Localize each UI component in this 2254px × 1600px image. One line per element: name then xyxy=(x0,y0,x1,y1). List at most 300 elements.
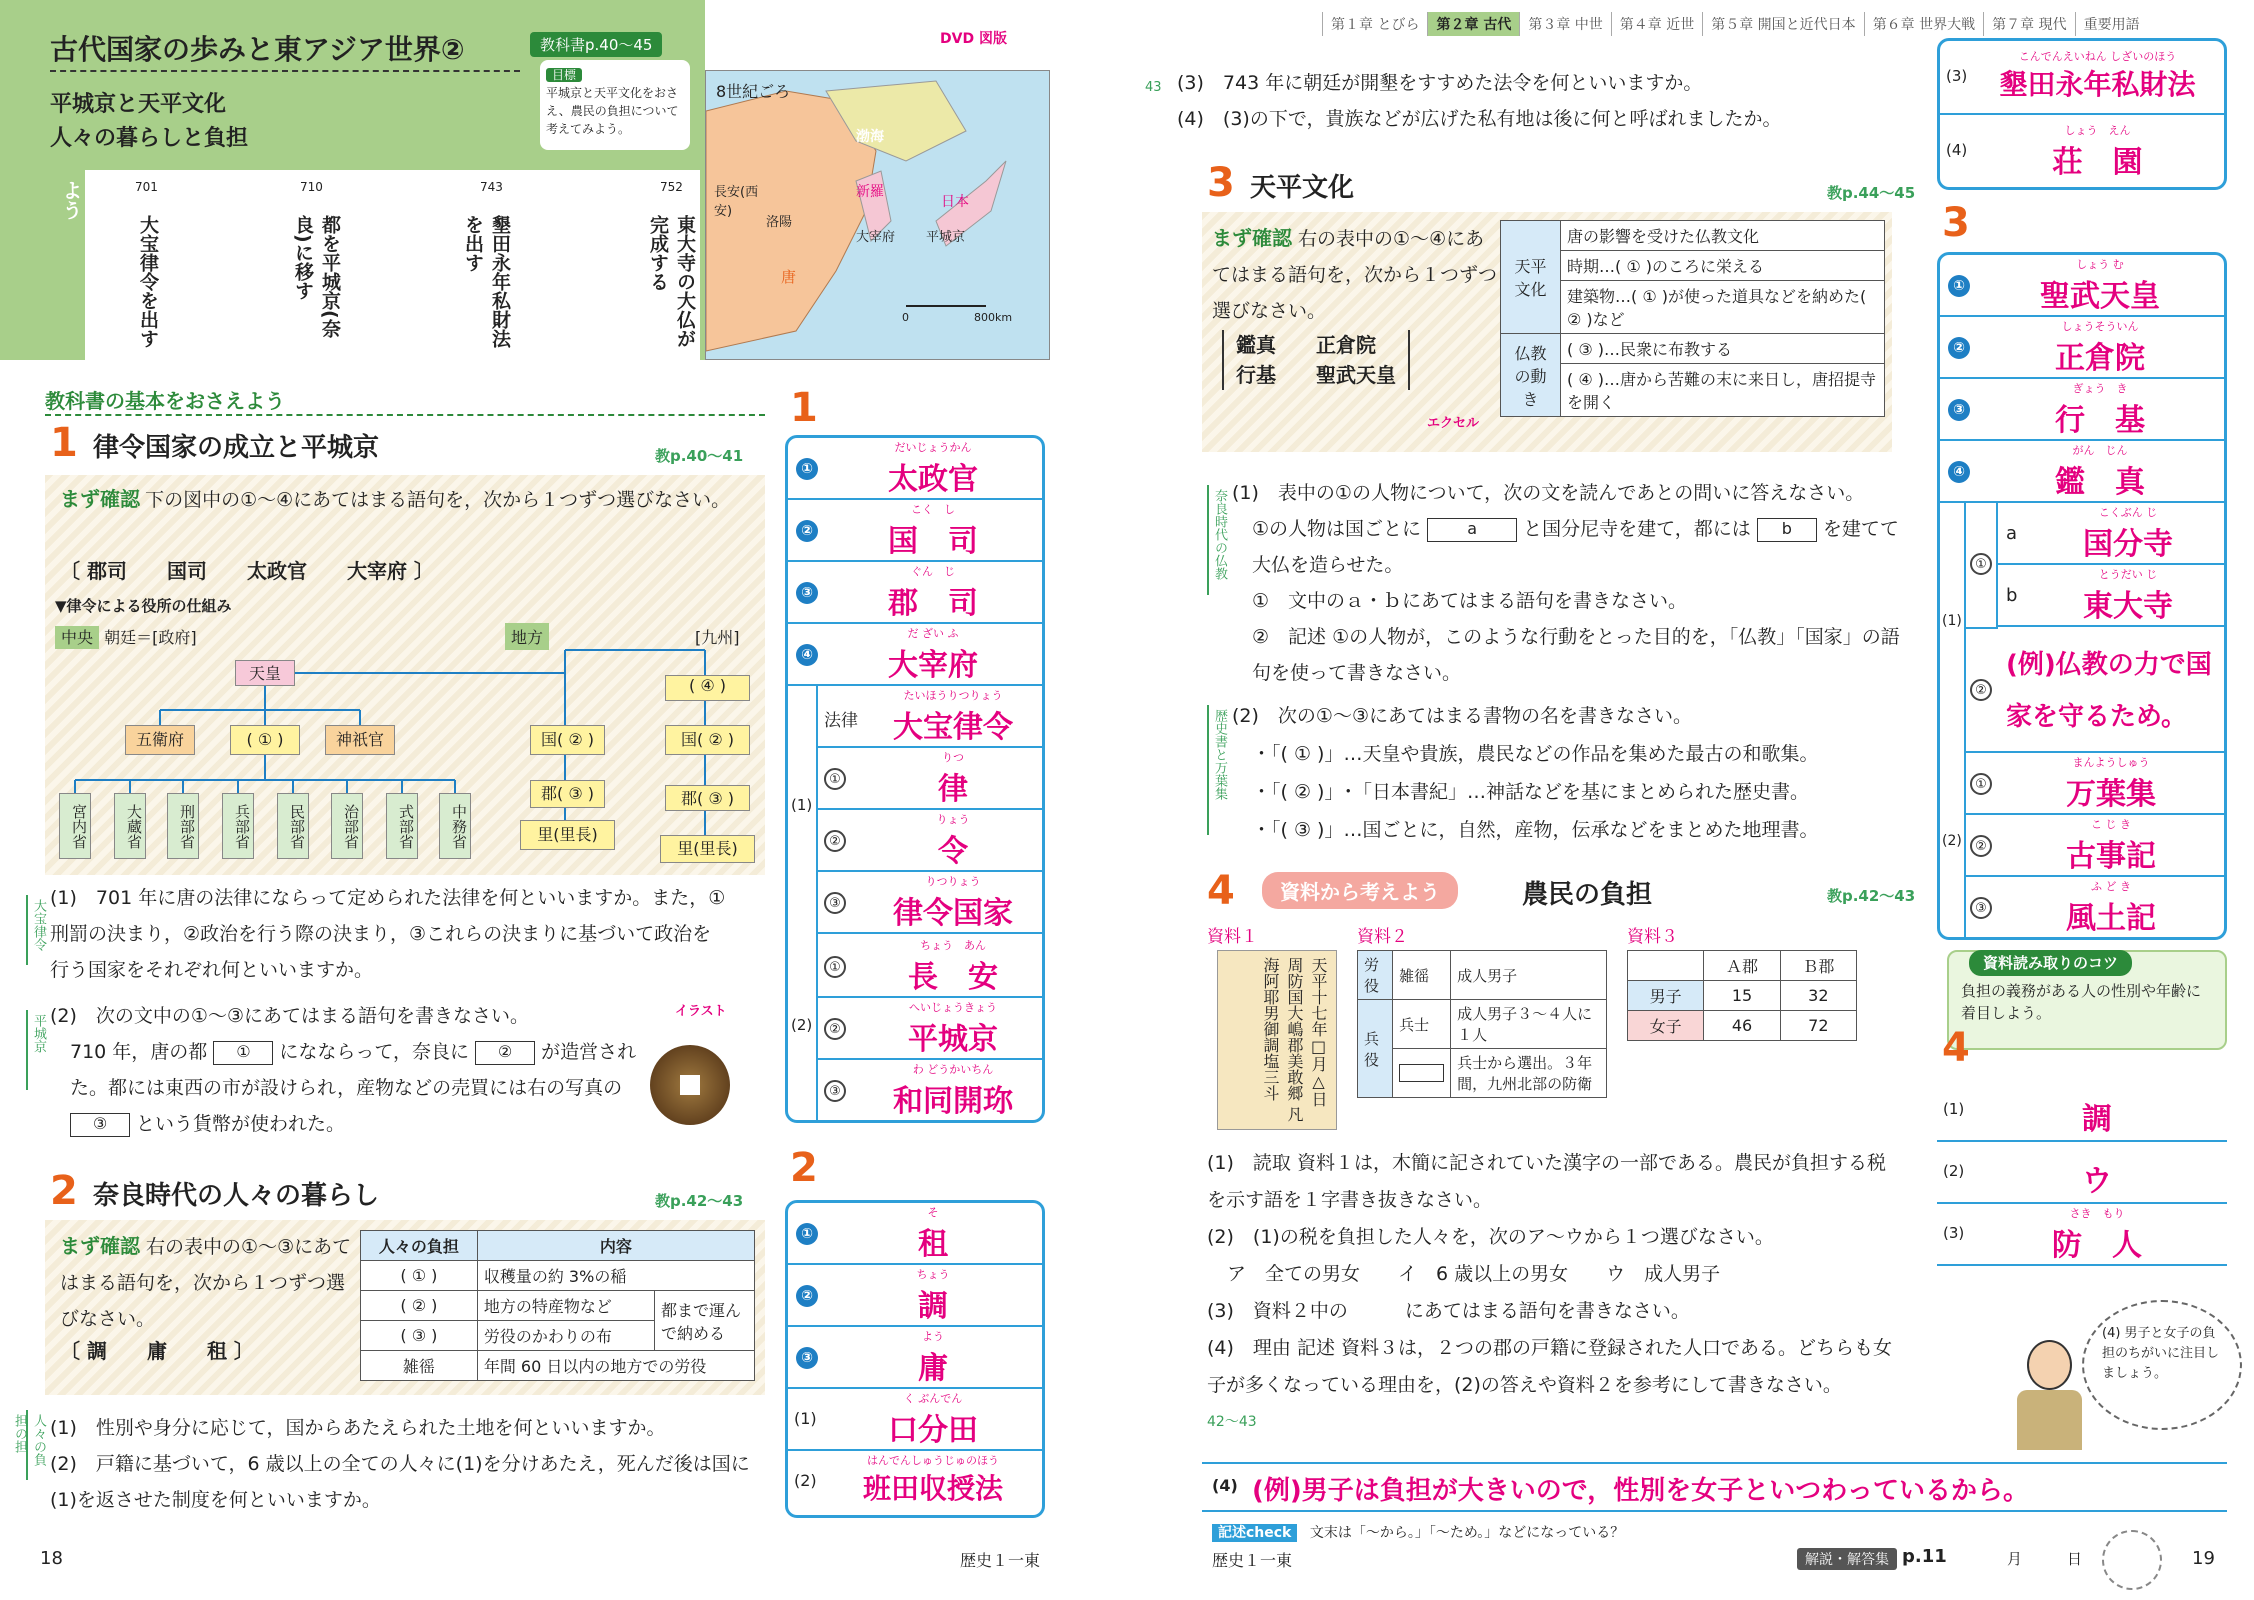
sec3-title: 天平文化 xyxy=(1249,173,1354,203)
sec4-q1: (1) 読取 資料１は，木簡に記されていた漢字の一部である。農民が負担する税を示す語を１字書き抜きなさい。 xyxy=(1207,1152,1886,1211)
ans1-label9: ① xyxy=(824,956,846,978)
ans3-row5[interactable] xyxy=(1998,503,2224,565)
sec4-q4-ref: 42～43 xyxy=(1207,1414,1257,1430)
sec3-mazu: まず確認 xyxy=(1212,226,1292,250)
right-page xyxy=(1127,0,2254,1600)
top-side-page: 43 xyxy=(1145,80,1162,95)
tab-ch1[interactable]: 第１章 とびら xyxy=(1322,12,1427,36)
s2-r1a: 労役 xyxy=(1358,951,1393,1000)
box-blank1: ( ① ) xyxy=(230,725,300,755)
sec3-q1-s1: ① 文中のａ・ｂにあてはまる語句を書きなさい。 xyxy=(1252,590,1688,612)
chuo: 中央 xyxy=(55,626,99,649)
ans1-group2 xyxy=(788,936,818,1122)
box-tenno: 天皇 xyxy=(235,660,295,686)
q2-body1: 710 年，唐の都 xyxy=(70,1041,208,1063)
ans1-text6: 律 xyxy=(938,772,968,807)
ans1-ruby3: ぐん じ xyxy=(911,565,955,578)
map-title: 8世紀ごろ xyxy=(716,82,791,101)
illust-label: イラスト xyxy=(675,1004,727,1019)
anst-text2: 荘 園 xyxy=(2052,145,2143,180)
sec4-ref: 教p.42～43 xyxy=(1827,887,1916,905)
map-bohai: 渤海 xyxy=(856,129,884,145)
map-japan: 日本 xyxy=(941,194,969,210)
sec4-num: 4 xyxy=(1207,868,1235,914)
ministry-nakatsukasa: 中務省 xyxy=(439,793,471,859)
ministry-hyobu: 兵部省 xyxy=(222,793,254,859)
ans1-label10: ② xyxy=(824,1018,846,1040)
sec4-questions xyxy=(1207,1145,1897,1441)
ans3-group1a xyxy=(1966,503,1998,629)
sec2-instruction: 右の表中の①～③にあてはまる語句を，次から１つずつ選びなさい。 xyxy=(60,1236,352,1330)
ans3-text3: 行 基 xyxy=(2055,403,2145,438)
sec3-q1-block xyxy=(1232,475,1902,691)
goal-text: 平城京と天平文化をおさえ、農民の負担について考えてみよう。 xyxy=(546,86,679,136)
anst-text1: 墾田永年私財法 xyxy=(1999,68,2196,101)
ans3-label5: a xyxy=(2006,523,2018,544)
td-tenpyo: 天平文化 xyxy=(1501,221,1561,334)
tl-event-701: 大宝律令を出す xyxy=(137,215,159,348)
ans1-label2: ② xyxy=(796,520,818,542)
sec3-header xyxy=(1207,160,1354,206)
box-jingikan: 神祇官 xyxy=(325,725,395,755)
q2-body4: という貨幣が使われた。 xyxy=(136,1113,346,1135)
ans3-ruby2: しょうそういん xyxy=(2061,320,2139,333)
shiryo2-label: 資料２ xyxy=(1357,927,1408,947)
anst-ruby1: こんでんえいねん しざいのほう xyxy=(2018,50,2177,63)
ans4-text1: 調 xyxy=(2082,1102,2112,1137)
hint-bubble: (4) 男子と女子の負担のちがいに注目しましょう。 xyxy=(2082,1300,2242,1430)
ans1-text2: 国 司 xyxy=(888,524,978,559)
ans2-row5[interactable] xyxy=(788,1451,1042,1513)
ans1-row6[interactable] xyxy=(818,748,1042,810)
sec3-table xyxy=(1500,220,1885,417)
box-gun: 郡( ③ ) xyxy=(530,780,605,808)
map-scale: 800km xyxy=(974,311,1013,324)
ans1-text4: 大宰府 xyxy=(888,648,978,683)
ans2-text3: 庸 xyxy=(918,1351,948,1386)
box-kuni-kyushu: 国( ② ) xyxy=(665,725,750,755)
ans2-ruby1: そ xyxy=(927,1206,939,1219)
tab-ch7[interactable]: 第７章 現代 xyxy=(1983,12,2074,36)
s2-r1c: 成人男子 xyxy=(1451,951,1607,1000)
box-gun-kyushu: 郡( ③ ) xyxy=(665,785,750,811)
sec3-box xyxy=(1202,212,1892,452)
ans4-label2: (2) xyxy=(1943,1162,1965,1180)
sec3-instruction-wrap xyxy=(1212,220,1502,329)
sec3-q1-body3: を建てて大仏を造らせた。 xyxy=(1252,518,1899,576)
ans3-group1 xyxy=(1940,503,1966,753)
td-r4b: 年間 60 日以内の地方での労役 xyxy=(477,1351,754,1381)
ans1-text9: 長 安 xyxy=(908,960,998,995)
sec1-num: 1 xyxy=(50,420,78,466)
ministry-gyobu: 刑部省 xyxy=(167,793,199,859)
tl-year-710: 710 xyxy=(300,180,323,194)
q2-blank3: ③ xyxy=(70,1113,130,1137)
sec3-excel: エクセル xyxy=(1427,416,1480,431)
tip-text: 負担の義務がある人の性別や年齢に着目しよう。 xyxy=(1961,982,2202,1022)
ans1-text8: 律令国家 xyxy=(893,896,1013,931)
ans2-row1[interactable] xyxy=(788,1203,1042,1265)
kyushu-label: [九州] xyxy=(695,628,740,647)
ans1-group1-label: (1) xyxy=(791,796,813,814)
sec3-q1: (1) 表中の①の人物について，次の文を読んであとの問いに答えなさい。 xyxy=(1232,482,1865,504)
sec3-choices xyxy=(1222,330,1410,390)
ans3-label2: ② xyxy=(1948,337,1970,359)
box-sato-kyushu: 里(里長) xyxy=(660,835,755,863)
ans1-ruby1: だいじょうかん xyxy=(894,441,972,454)
sec2-side-tag: 人々の負担の担 xyxy=(26,1410,50,1480)
timeline-label: 年表と地図で確認しよう xyxy=(59,180,112,360)
ministry-kunai: 宮内省 xyxy=(59,793,91,859)
sec2-choices: 〔 調 庸 租 〕 xyxy=(60,1339,254,1363)
ans3-row7[interactable] xyxy=(1966,629,2224,753)
ans3-row2[interactable] xyxy=(1940,317,2224,379)
sec2-table xyxy=(360,1230,755,1381)
ans3-row1[interactable] xyxy=(1940,255,2224,317)
s3-male-a: 15 xyxy=(1704,981,1780,1011)
ans3-row8[interactable] xyxy=(1966,753,2224,815)
ans1-label8: ③ xyxy=(824,892,846,914)
s3-male-b: 32 xyxy=(1780,981,1856,1011)
sec3-q2-3: ・「( ③ )」…国ごとに，自然，産物，伝承などをまとめた地理書。 xyxy=(1252,819,1819,841)
box-sato: 里(里長) xyxy=(520,820,615,850)
tab-ch2[interactable]: 第２章 古代 xyxy=(1427,12,1519,36)
s3-corner xyxy=(1628,951,1704,981)
sec3-side-tag1: 奈良時代の仏教 xyxy=(1207,485,1231,595)
ans4-row3[interactable] xyxy=(1937,1204,2227,1266)
ans3-row10[interactable] xyxy=(1966,877,2224,939)
ans1-text1: 太政官 xyxy=(888,462,978,497)
dvd-label: DVD 図版 xyxy=(940,31,1007,47)
td-tenpyo-b: 時期…( ① )のころに栄える xyxy=(1561,251,1885,281)
tab-ch6[interactable]: 第６章 世界大戦 xyxy=(1864,12,1983,36)
ans1-ruby2: こく し xyxy=(911,503,955,516)
ans3-text9: 古事記 xyxy=(2066,839,2156,874)
td-r2a: ( ② ) xyxy=(361,1291,478,1321)
box-blank4: ( ④ ) xyxy=(665,675,750,701)
ans3-label4: ④ xyxy=(1948,461,1970,483)
sec2-instruction-wrap xyxy=(60,1228,360,1337)
ans3-group2-label: (2) xyxy=(1942,833,1962,849)
final-answer-text: (例)男子は負担が大きいので，性別を女子といつわっているから。 xyxy=(1252,1476,2029,1506)
check-line xyxy=(1212,1522,1624,1542)
ans2-row3[interactable] xyxy=(788,1327,1042,1389)
sec3-ref: 教p.44～45 xyxy=(1827,184,1916,202)
map-tang: 唐 xyxy=(781,268,797,286)
ans3-text1: 聖武天皇 xyxy=(2040,279,2160,314)
sec4-q2: (2) (1)の税を負担した人々を，次のア～ウから１つ選びなさい。 xyxy=(1207,1226,1774,1248)
ans2-text4: 口分田 xyxy=(888,1413,978,1448)
ans1-row8[interactable] xyxy=(818,872,1042,934)
ministry-jibu: 治部省 xyxy=(331,793,363,859)
sec3-choices-b: 行基 聖武天皇 xyxy=(1236,363,1396,387)
ans1-row1[interactable] xyxy=(788,438,1042,500)
tab-glossary[interactable]: 重要用語 xyxy=(2075,12,2148,36)
left-page-number: 18 xyxy=(40,1548,63,1569)
basics-title: 教科書の基本をおさえよう xyxy=(45,385,765,416)
score-circle xyxy=(2102,1530,2162,1590)
ans1-row3[interactable] xyxy=(788,562,1042,624)
ans3-label9: ② xyxy=(1970,835,1992,857)
answers-top-box xyxy=(1937,38,2227,190)
ans1-row11[interactable] xyxy=(818,1060,1042,1122)
sec3-num: 3 xyxy=(1207,160,1235,206)
ans3-ruby5: こくぶん じ xyxy=(2098,506,2158,519)
anst-ruby2: しょう えん xyxy=(2064,124,2131,137)
answers2-box xyxy=(785,1200,1045,1518)
ans1-row10[interactable] xyxy=(818,998,1042,1060)
date-month: 月 xyxy=(2007,1550,2023,1568)
subtitle-2: 人々の暮らしと負担 xyxy=(50,126,249,151)
sec4-q3: (3) 資料２中の にあてはまる語句を書きなさい。 xyxy=(1207,1300,1690,1322)
ans1-head: 1 xyxy=(790,385,818,431)
sec4-q2-options: ア 全ての男女 イ 6 歳以上の男女 ウ 成人男子 xyxy=(1227,1263,1721,1285)
ans3-ruby3: ぎょう き xyxy=(2072,382,2128,395)
sec1-figure xyxy=(45,475,765,875)
ans3-row3[interactable] xyxy=(1940,379,2224,441)
sec2-title: 奈良時代の人々の暮らし xyxy=(92,1181,379,1211)
ans3-head: 3 xyxy=(1942,200,1970,246)
ans3-label1: ① xyxy=(1948,275,1970,297)
sec1-q1: (1) 701 年に唐の法律にならって定められた法律を何といいますか。また，①刑罰の決まり，②政治を行う際の決まり，③これらの決まりに基づいて政治を行う国家をそれぞれ何といいますか。 xyxy=(50,887,726,981)
goal-label: 目標 xyxy=(546,68,582,82)
ans1-row9[interactable] xyxy=(818,936,1042,998)
ans3-ruby8: まんようしゅう xyxy=(2072,756,2150,769)
tl-year-752: 752 xyxy=(660,180,683,194)
s2-r2c: 成人男子３～４人に１人 xyxy=(1451,1000,1607,1049)
tip-title: 資料読み取りのコツ xyxy=(1969,950,2132,976)
ans3-label8: ① xyxy=(1970,773,1992,795)
td-bukkyo: 仏教の動き xyxy=(1501,334,1561,417)
sec2-header xyxy=(50,1168,379,1214)
ans1-text7: 令 xyxy=(938,834,968,869)
kaisetsu-label: 解説・解答集 xyxy=(1797,1548,1897,1570)
ans3-row6[interactable] xyxy=(1998,565,2224,627)
s2-r3c: 兵士から選出。３年間，九州北部の防衛 xyxy=(1451,1049,1607,1098)
title-divider xyxy=(50,70,520,72)
subtitle-1: 平城京と天平文化 xyxy=(50,92,227,117)
ans3-ruby4: がん じん xyxy=(2072,444,2128,457)
sec3-q2-1: ・「( ① )」…天皇や貴族，農民などの作品を集めた最古の和歌集。 xyxy=(1252,743,1819,765)
answers4-list xyxy=(1937,1080,2227,1266)
sec1-mazu: まず確認 xyxy=(60,487,140,511)
s2-blank-cell xyxy=(1393,1049,1451,1098)
tl-event-743: 墾田永年私財法を出す xyxy=(462,215,511,348)
date-day: 日 xyxy=(2067,1550,2083,1568)
shiryo3-table xyxy=(1627,950,1857,1041)
tab-ch4[interactable]: 第４章 近世 xyxy=(1611,12,1702,36)
sec1-chart-title: ▼律令による役所の仕組み xyxy=(55,597,232,615)
td-r1b: 収穫量の約 3%の稲 xyxy=(477,1261,754,1291)
sec2-num: 2 xyxy=(50,1168,78,1214)
ans2-label5: (2) xyxy=(794,1471,817,1490)
td-r2b: 地方の特産物など xyxy=(477,1291,654,1321)
teacher-illustration xyxy=(2007,1340,2087,1450)
ans3-text4: 鑑 真 xyxy=(2055,465,2145,500)
check-label: 記述check xyxy=(1212,1524,1297,1542)
ans1-ruby11: わ どうかいちん xyxy=(912,1063,994,1076)
sec3-q2: (2) 次の①～③にあてはまる書物の名を書きなさい。 xyxy=(1232,705,1692,727)
sec3-q1-s2: ② 記述 ①の人物が，このような行動をとった目的を，「仏教」「国家」の語句を使って書きなさい。 xyxy=(1252,626,1900,684)
shiryo2-table xyxy=(1357,950,1607,1098)
s2-r3a: 兵役 xyxy=(1358,1000,1393,1098)
ans3-label10: ③ xyxy=(1970,897,1992,919)
sec1-instruction: 下の図中の①～④にあてはまる語句を，次から１つずつ選びなさい。 xyxy=(145,489,731,511)
td-tenpyo-a: 唐の影響を受けた仏教文化 xyxy=(1561,221,1885,251)
tab-ch5[interactable]: 第５章 開国と近代日本 xyxy=(1702,12,1863,36)
tl-year-743: 743 xyxy=(480,180,503,194)
sec3-instruction: 右の表中の①～④にあてはまる語句を，次から１つずつ選びなさい。 xyxy=(1212,228,1498,322)
ans1-group2-label: (2) xyxy=(791,1016,813,1034)
ministry-minbu: 民部省 xyxy=(277,793,309,859)
ans4-label1: (1) xyxy=(1943,1100,1965,1118)
sec3-q2-block xyxy=(1232,697,1902,849)
tab-ch3[interactable]: 第３章 中世 xyxy=(1519,12,1610,36)
ans2-text5: 班田収授法 xyxy=(862,1472,1003,1505)
textbook-ref: 教科書p.40～45 xyxy=(530,32,662,57)
q2-blank2: ② xyxy=(475,1041,535,1065)
sec2-q2: (2) 戸籍に基づいて，6 歳以上の全ての人々に(1)を分けあたえ，死んだ後は国に(1)を返させた制度を何といいますか。 xyxy=(50,1453,750,1511)
ans1-row2[interactable] xyxy=(788,500,1042,562)
ans1-group1 xyxy=(788,686,818,936)
chotei: 朝廷＝[政府] xyxy=(104,628,197,647)
td-bukkyo-a: ( ③ )…民衆に布教する xyxy=(1561,334,1885,364)
td-r3b: 労役のかわりの布 xyxy=(477,1321,654,1351)
ans2-text1: 租 xyxy=(918,1227,948,1262)
ans1-label1: ① xyxy=(796,458,818,480)
sec4-sources xyxy=(1207,922,1897,1132)
ans1-label3: ③ xyxy=(796,582,818,604)
sec1-ref: 教p.40～41 xyxy=(655,447,744,465)
final-label: (4) xyxy=(1212,1476,1238,1495)
right-book-name: 歴史１一東 xyxy=(1212,1551,1293,1570)
anst-row2[interactable] xyxy=(1940,115,2224,189)
ans3-ruby9: こ じ き xyxy=(2091,818,2131,831)
ans4-row2[interactable] xyxy=(1937,1142,2227,1204)
check-text: 文末は「～から。」「～ため。」などになっている？ xyxy=(1309,1525,1625,1541)
ans1-label7: ② xyxy=(824,830,846,852)
ans3-label3: ③ xyxy=(1948,399,1970,421)
ans3-row4[interactable] xyxy=(1940,441,2224,503)
box-kuni: 国( ② ) xyxy=(530,725,605,755)
shiryo3-label: 資料３ xyxy=(1627,927,1678,947)
td-r3a: ( ③ ) xyxy=(361,1321,478,1351)
anst-row1[interactable] xyxy=(1940,41,2224,115)
final-answer-row[interactable] xyxy=(1202,1462,2227,1512)
s2-r2b: 兵士 xyxy=(1393,1000,1451,1049)
ans4-ruby3: さき もり xyxy=(2069,1207,2125,1220)
left-book-name: 歴史１一東 xyxy=(960,1551,1041,1570)
ans2-head: 2 xyxy=(790,1145,818,1191)
ans3-ruby6: とうだい じ xyxy=(2098,568,2158,581)
ans4-head: 4 xyxy=(1942,1025,1970,1071)
sec3-blank-a: a xyxy=(1427,518,1517,542)
ans3-row9[interactable] xyxy=(1966,815,2224,877)
ans1-row7[interactable] xyxy=(818,810,1042,872)
s3-female: 女子 xyxy=(1628,1011,1704,1041)
tl-event-752: 東大寺の大仏が完成する xyxy=(647,215,696,348)
kaisetsu-page: p.11 xyxy=(1902,1546,1947,1567)
ans3-text2: 正倉院 xyxy=(2055,341,2145,376)
ans2-row2[interactable] xyxy=(788,1265,1042,1327)
sec1-side-tag1: 大宝律令 xyxy=(26,895,50,965)
ans1-label5: 法律 xyxy=(824,711,858,731)
ans1-label4: ④ xyxy=(796,644,818,666)
goal-box xyxy=(540,60,690,150)
sec1-choices: 〔 郡司 国司 太政官 大宰府 〕 xyxy=(60,559,434,583)
ans1-ruby9: ちょう あん xyxy=(920,939,986,952)
ans3-text5: 国分寺 xyxy=(2083,527,2173,562)
sec2-ref: 教p.42～43 xyxy=(655,1192,744,1210)
sec2-q1: (1) 性別や身分に応じて，国からあたえられた土地を何といいますか。 xyxy=(50,1417,666,1439)
s3-h-agun: Ａ郡 xyxy=(1704,951,1780,981)
ans4-row1[interactable] xyxy=(1937,1080,2227,1142)
map-8th-century xyxy=(705,70,1050,360)
ans1-ruby7: りょう xyxy=(936,813,970,826)
ans4-text2: ウ xyxy=(2082,1164,2112,1199)
sec4-title: 農民の負担 xyxy=(1522,880,1653,910)
sec1-header xyxy=(50,420,379,466)
ans2-ruby5: はんでんしゅうじゅのほう xyxy=(867,1454,999,1467)
ans1-row5[interactable] xyxy=(818,686,1042,748)
tip-box xyxy=(1947,950,2227,1050)
ans1-ruby10: へいじょうきょう xyxy=(909,1001,997,1014)
ans3-group1a-label: ① xyxy=(1970,553,1992,575)
ministry-okura: 大蔵省 xyxy=(114,793,146,859)
ans3-label7: ② xyxy=(1970,679,1992,701)
ans3-ruby1: しょう む xyxy=(2076,258,2124,271)
ans1-ruby6: りつ xyxy=(942,751,964,764)
th-naiyo: 内容 xyxy=(477,1231,754,1261)
s3-male: 男子 xyxy=(1628,981,1704,1011)
sec3-side-tag2: 歴史書と万葉集 xyxy=(1207,705,1231,835)
s2-r1b: 雑徭 xyxy=(1393,951,1451,1000)
ans2-label2: ② xyxy=(796,1285,818,1307)
map-heijokyo: 平城京 xyxy=(926,230,966,245)
tl-event-710: 都を平城京(奈良)に移す xyxy=(292,215,341,338)
ans2-row4[interactable] xyxy=(788,1389,1042,1451)
sec3-q1-body2: と国分尼寺を建て，都には xyxy=(1523,518,1751,540)
ans1-row4[interactable] xyxy=(788,624,1042,686)
sec4-q4: (4) 理由 記述 資料３は，２つの郡の戸籍に登録された人口である。どちらも女子が多くなっている理由を，(2)の答えや資料２を参考にして書きなさい。 xyxy=(1207,1337,1892,1396)
ans2-ruby4: く ぶんでん xyxy=(903,1392,963,1405)
q2-blank1: ① xyxy=(213,1041,273,1065)
s3-female-a: 46 xyxy=(1704,1011,1780,1041)
tl-year-701: 701 xyxy=(135,180,158,194)
td-tenpyo-c: 建築物…( ① )が使った道具などを納めた( ② )など xyxy=(1561,281,1885,334)
ans1-ruby5: たいほうりつりょう xyxy=(903,689,1003,702)
sec3-blank-b: b xyxy=(1757,518,1817,542)
ans3-text8: 万葉集 xyxy=(2066,777,2156,812)
ans3-text7: (例)仏教の力で国家を守るため。 xyxy=(2006,650,2212,732)
map-silla: 新羅 xyxy=(856,184,884,200)
ans1-text5: 大宝律令 xyxy=(893,710,1013,745)
s2-blank xyxy=(1399,1064,1444,1082)
ans1-text11: 和同開珎 xyxy=(893,1084,1013,1119)
sec3-q1-body1: ①の人物は国ごとに xyxy=(1252,518,1422,540)
ans2-label1: ① xyxy=(796,1223,818,1245)
ans3-group1-label: (1) xyxy=(1942,613,1962,629)
s3-female-b: 72 xyxy=(1780,1011,1856,1041)
ans3-label6: b xyxy=(2006,585,2018,606)
map-changan: 長安(西安) xyxy=(714,185,759,219)
th-futan: 人々の負担 xyxy=(361,1231,478,1261)
sec3-choices-a: 鑑真 正倉院 xyxy=(1236,333,1376,357)
sec4-banner: 資料から考えよう xyxy=(1262,872,1458,909)
sec3-q2-2: ・「( ② )」･「日本書紀」…神話などを基にまとめられた歴史書。 xyxy=(1252,781,1809,803)
ministries xyxy=(59,793,469,863)
right-page-number: 19 xyxy=(2192,1548,2215,1569)
